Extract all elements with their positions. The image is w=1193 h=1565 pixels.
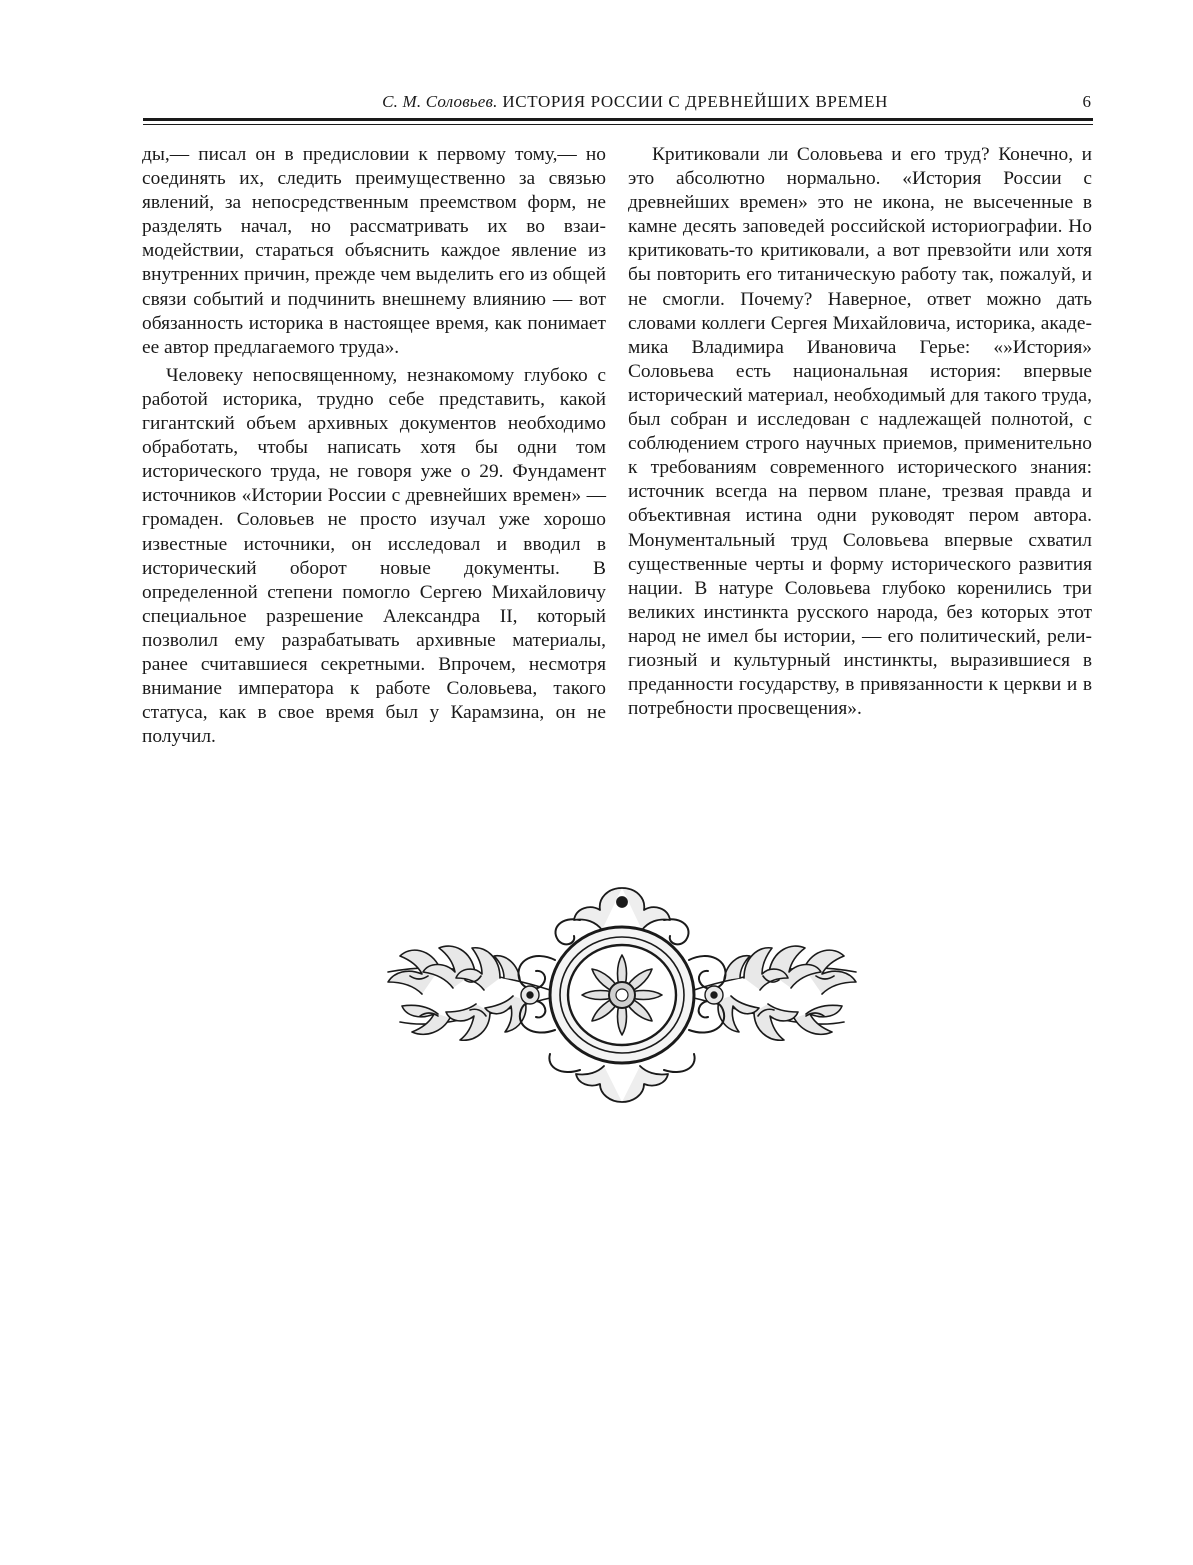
right-paragraph-1: Критиковали ли Соловьева и его труд? Конечно, и это абсолютно нормально. «История России с древнейших времен» это не икона, не высеченные в камне десять заповедей российской историографии. Но критиковать-то критиковали, а вот превзойти или хотя бы повторить его титаническую работу так, пожалуй, и не смогли. Почему? Наверное, ответ можно дать словами коллеги Сергея Михайловича, историка, академика Владимира Ивановича Герье: «»История» Соловьева есть национальная история: впервые исторический материал, необходимый для такого труда, был собран и исследован с надлежащей полнотой, с соблюдением строго научных приемов, применительно к требованиям современного исторического знания: источник всегда на первом плане, трезвая правда и объективная истина одни руководят пером автора. Монументальный труд Соловьева впервые схватил существенные черты и форму исторического развития нации. В натуре Соловьева глубоко коренились три великих инстинкта русского народа, без которых этот народ не имел бы истории, — его политический, религиозный и культурный инстинкты, выразившиеся в преданности государству, в привязанности к церкви и в потребности просвещения». [628,144,1092,720]
header-rule-thick [143,118,1093,121]
left-column [142,143,606,749]
header-book-title: ИСТОРИЯ РОССИИ С ДРЕВНЕЙШИХ ВРЕМЕН [502,92,888,111]
running-header [143,88,1093,118]
left-paragraph-1: ды,— писал он в предисловии к первому тому,— но соединять их, следить преимущественно за связью явлений, за непосредственным преемством форм, не разделять начал, но рассматривать их во взаимодействии, стараться объяснить каждое явление из внутренних причин, прежде чем выделить его из общей связи событий и подчинить внешнему влиянию — вот обязанность историка в настоящее время, как понимает ее автор предлагаемого труда». [142,144,606,358]
running-title [382,92,888,112]
page-number: 6 [1082,92,1091,111]
header-rule-thin [143,124,1093,125]
right-column [628,143,1092,721]
baroque-rosette-ornament-icon [380,880,864,1110]
header-author: С. М. Соловьев. [382,92,498,111]
left-paragraph-2: Человеку непосвященному, незнакомому глубоко с работой историка, трудно себе представить, какой гигантский объем архивных документов необходимо обработать, чтобы написать хотя бы одни том исторического труда, не говоря уже о 29. Фундамент источников «Истории России с древнейших времен» — громаден. Соловьев не просто изучал уже хорошо известные источники, он исследовал и вводил в исторический оборот новые документы. В определенной степени помогло Сергею Михайловичу специальное разрешение Александра II, который позволил ему разрабатывать архивные материалы, ранее считавшиеся секретными. Впрочем, несмотря внимание императора к работе Соловьева, такого статуса, как в свое время был у Карамзина, он не получил. [142,364,606,748]
